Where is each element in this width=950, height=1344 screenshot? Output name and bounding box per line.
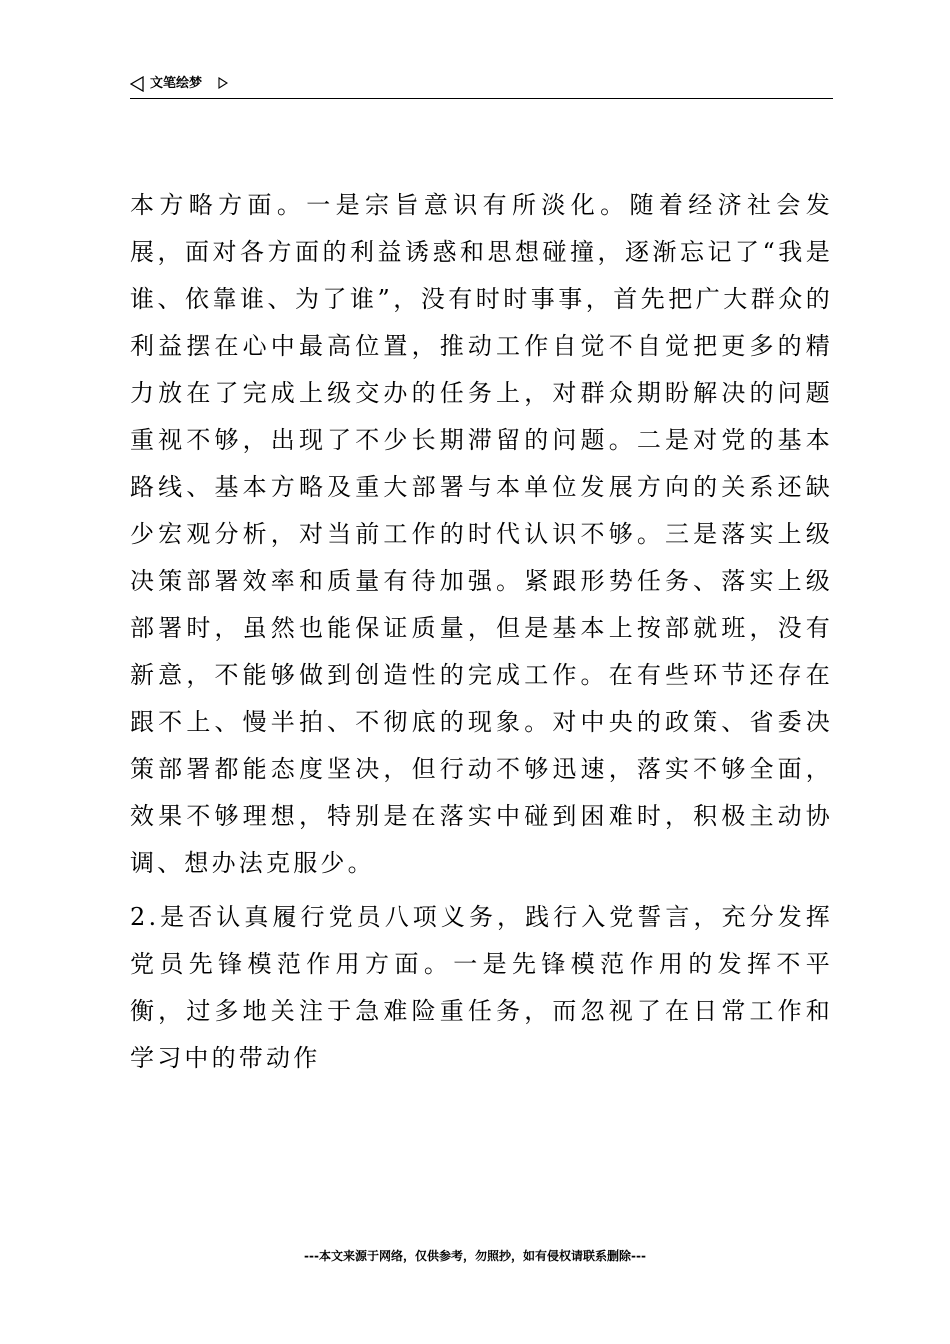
header-title: 文笔绘梦: [150, 76, 203, 91]
page-header: [130, 72, 833, 99]
footer-disclaimer: ---本文来源于网络，仅供参考，勿照抄，如有侵权请联系删除---: [304, 1249, 646, 1263]
body-paragraph-2: 2.是否认真履行党员八项义务，践行入党誓言，充分发挥党员先锋模范作用方面。一是先锋模范作用的发挥不平衡，过多地关注于急难险重任务，而忽视了在日常工作和学习中的带动作: [130, 903, 833, 1072]
triangle-left-outline-icon: [130, 76, 144, 92]
body-paragraph-1: 本方略方面。一是宗旨意识有所淡化。随着经济社会发展，面对各方面的利益诱惑和思想碰撞，逐渐忘记了“我是谁、依靠谁、为了谁”，没有时时事事，首先把广大群众的利益摆在心中最高位置，推动工作自觉不自觉把更多的精力放在了完成上级交办的任务上，对群众期盼解决的问题重视不够，出现了不少长期滞留的问题。二是对党的基本路线、基本方略及重大部署与本单位发展方向的关系还缺少宏观分析，对当前工作的时代认识不够。三是落实上级决策部署效率和质量有待加强。紧跟形势任务、落实上级部署时，虽然也能保证质量，但是基本上按部就班，没有新意，不能够做到创造性的完成工作。在有些环节还存在跟不上、慢半拍、不彻底的现象。对中央的政策、省委决策部署都能态度坚决，但行动不够迅速，落实不够全面，效果不够理想，特别是在落实中碰到困难时，积极主动协调、想办法克服少。: [130, 191, 833, 877]
document-body: [130, 182, 833, 1082]
triangle-right-outline-icon: [218, 77, 228, 89]
